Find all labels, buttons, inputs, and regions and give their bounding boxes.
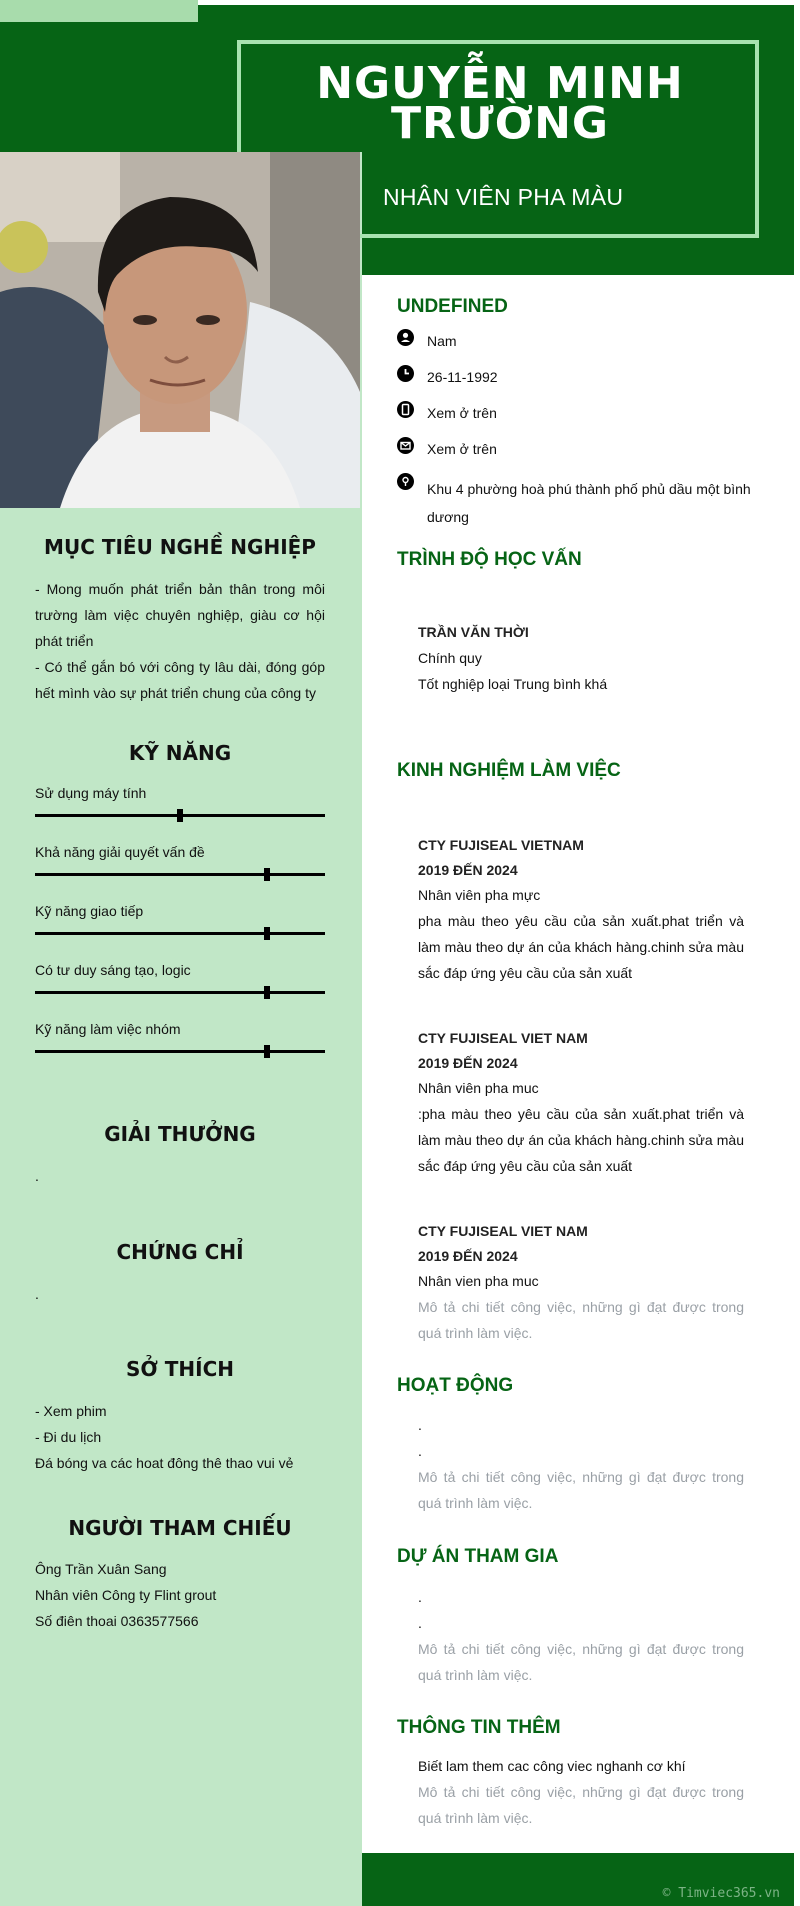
reference-item: Nhân viên Công ty Flint grout xyxy=(35,1587,217,1603)
skill-bar xyxy=(35,873,325,876)
certificates-text: . xyxy=(35,1286,39,1302)
activities-line-2: . xyxy=(418,1443,422,1459)
copyright-text: © Timviec365.vn xyxy=(662,1886,780,1901)
extra-heading: THÔNG TIN THÊM xyxy=(397,1717,561,1738)
objective-line-1: - Mong muốn phát triển bản thân trong môi trường làm việc chuyên nghiệp, giàu cơ hội phát triển xyxy=(35,581,325,649)
objective-text xyxy=(35,576,325,706)
education-major: Chính quy xyxy=(418,650,482,666)
references-heading: NGƯỜI THAM CHIẾU xyxy=(68,1516,292,1540)
skill-level-marker xyxy=(264,986,270,999)
job-1-company: CTY FUJISEAL VIETNAM xyxy=(418,837,584,853)
job-3-period: 2019 ĐẾN 2024 xyxy=(418,1248,518,1264)
projects-line-2: . xyxy=(418,1615,422,1631)
skill-bar xyxy=(35,814,325,817)
skill-level-marker xyxy=(177,809,183,822)
gender-value: Nam xyxy=(427,333,457,349)
skill-bar xyxy=(35,991,325,994)
hobbies-heading: SỞ THÍCH xyxy=(125,1357,235,1381)
profile-photo xyxy=(0,152,360,508)
objective-heading: MỤC TIÊU NGHỀ NGHIỆP xyxy=(44,535,316,559)
objective-line-2: - Có thể gắn bó với công ty lâu dài, đóng góp hết mình vào sự phát triển chung của công ty xyxy=(35,659,325,701)
job-3-company: CTY FUJISEAL VIET NAM xyxy=(418,1223,588,1239)
projects-placeholder: Mô tả chi tiết công việc, những gì đạt được trong quá trình làm việc. xyxy=(418,1641,744,1683)
experience-heading: KINH NGHIỆM LÀM VIỆC xyxy=(397,760,621,781)
name-line-1: NGUYỄN MINH xyxy=(316,58,684,109)
clock-icon xyxy=(397,365,414,382)
job-1-period: 2019 ĐẾN 2024 xyxy=(418,862,518,878)
extra-text: Biết lam them cac công viec nghanh cơ khí xyxy=(418,1758,686,1774)
phone-value: Xem ở trên xyxy=(427,405,497,421)
info-heading: UNDEFINED xyxy=(397,296,508,317)
awards-heading: GIẢI THƯỞNG xyxy=(104,1122,256,1146)
job-2-company: CTY FUJISEAL VIET NAM xyxy=(418,1030,588,1046)
skill-label: Kỹ năng làm việc nhóm xyxy=(35,1021,181,1037)
job-1-position: Nhân viên pha mực xyxy=(418,887,541,903)
skill-label: Có tư duy sáng tạo, logic xyxy=(35,962,191,978)
skill-label: Kỹ năng giao tiếp xyxy=(35,903,144,919)
location-icon xyxy=(397,473,414,490)
top-accent-stripe xyxy=(0,0,198,22)
name-line-2: TRƯỜNG xyxy=(390,98,610,149)
phone-icon xyxy=(397,401,414,418)
activities-placeholder: Mô tả chi tiết công việc, những gì đạt được trong quá trình làm việc. xyxy=(418,1469,744,1511)
job-title: NHÂN VIÊN PHA MÀU xyxy=(383,184,624,210)
education-result: Tốt nghiệp loại Trung bình khá xyxy=(418,676,608,692)
extra-placeholder: Mô tả chi tiết công việc, những gì đạt được trong quá trình làm việc. xyxy=(418,1784,744,1826)
hobby-item: Đá bóng va các hoat đông thê thao vui vẻ xyxy=(35,1455,294,1471)
skill-level-marker xyxy=(264,927,270,940)
job-3-position: Nhân vien pha muc xyxy=(418,1273,539,1289)
education-heading: TRÌNH ĐỘ HỌC VẤN xyxy=(397,549,582,570)
hobby-item: - Đi du lịch xyxy=(35,1429,102,1445)
job-3-description: Mô tả chi tiết công việc, những gì đạt được trong quá trình làm việc. xyxy=(418,1299,744,1341)
skill-bar xyxy=(35,932,325,935)
education-school: TRẦN VĂN THỜI xyxy=(418,624,529,640)
skill-level-marker xyxy=(264,1045,270,1058)
skills-heading: KỸ NĂNG xyxy=(128,741,232,765)
job-2-position: Nhân viên pha muc xyxy=(418,1080,539,1096)
skill-label: Khả năng giải quyết vấn đề xyxy=(35,844,205,860)
activities-heading: HOẠT ĐỘNG xyxy=(397,1375,514,1396)
skill-bar xyxy=(35,1050,325,1053)
job-2-period: 2019 ĐẾN 2024 xyxy=(418,1055,518,1071)
skill-label: Sử dụng máy tính xyxy=(35,785,147,801)
job-1-description: pha màu theo yêu cầu của sản xuất.phat triển và làm màu theo dự án của khách hàng.chinh sửa màu sắc đáp ứng yêu cầu của sản xuất xyxy=(418,913,744,981)
email-value: Xem ở trên xyxy=(427,441,497,457)
user-icon xyxy=(397,329,414,346)
skill-level-marker xyxy=(264,868,270,881)
reference-item: Số điên thoai 0363577566 xyxy=(35,1613,199,1629)
reference-item: Ông Trần Xuân Sang xyxy=(35,1561,167,1577)
projects-heading: DỰ ÁN THAM GIA xyxy=(397,1546,559,1567)
hobby-item: - Xem phim xyxy=(35,1403,107,1419)
projects-line-1: . xyxy=(418,1589,422,1605)
job-2-description: :pha màu theo yêu cầu của sản xuất.phat triển và làm màu theo dự án của khách hàng.chinh sửa màu sắc đáp ứng yêu cầu của sản xuất xyxy=(418,1106,744,1174)
birthday-value: 26-11-1992 xyxy=(427,369,498,385)
activities-line-1: . xyxy=(418,1417,422,1433)
email-icon xyxy=(397,437,414,454)
awards-text: . xyxy=(35,1168,39,1184)
certificates-heading: CHỨNG CHỈ xyxy=(116,1240,244,1264)
candidate-name xyxy=(290,58,710,149)
address-value: Khu 4 phường hoà phú thành phố phủ dầu một bình dương xyxy=(427,481,751,525)
